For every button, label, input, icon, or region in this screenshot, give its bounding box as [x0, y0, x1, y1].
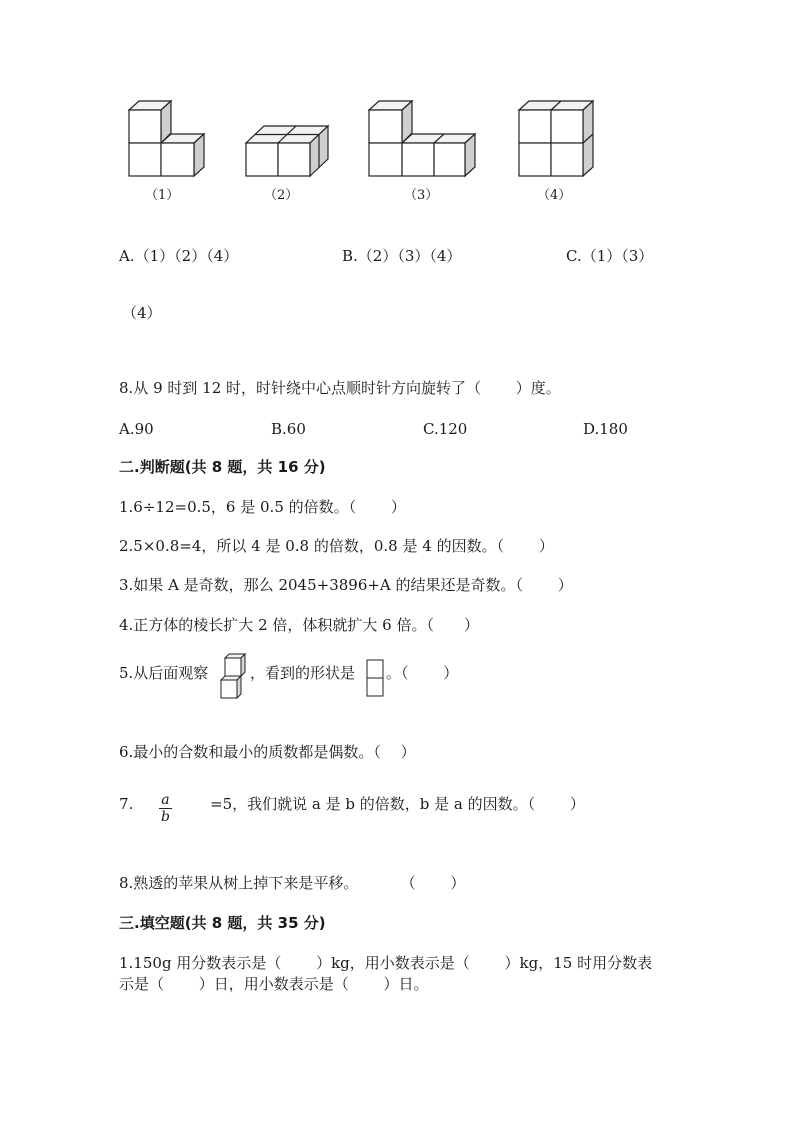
judge-item-8: 8.熟透的苹果从树上掉下来是平移。 （ ）: [119, 874, 466, 892]
q8-option-c[interactable]: C.120: [423, 420, 468, 438]
figure-label-4: （4）: [537, 188, 572, 203]
cube-figures: [120, 95, 490, 185]
judge-item-7-text: =5，我们就说 a 是 b 的倍数，b 是 a 的因数。（ ）: [210, 795, 585, 813]
fill-item-1-line-1: 1.150g 用分数表示是（ ）kg，用小数表示是（ ）kg，15 时用分数表: [119, 954, 653, 972]
judge-item-6: 6.最小的合数和最小的质数都是偶数。（ ）: [119, 743, 416, 761]
option-b[interactable]: B.（2）（3）（4）: [342, 247, 462, 265]
figure-label-2: （2）: [264, 188, 299, 203]
option-a[interactable]: A.（1）（2）（4）: [119, 247, 239, 265]
judge-item-2: 2.5×0.8=4，所以 4 是 0.8 的倍数，0.8 是 4 的因数。（ ）: [119, 537, 554, 555]
fraction-numerator: a: [159, 792, 172, 809]
judge-item-5-part-c: 。（ ）: [386, 664, 459, 682]
figure-1: [129, 101, 204, 176]
figure-label-3: （3）: [404, 188, 439, 203]
judge-item-3: 3.如果 A 是奇数，那么 2045+3896+A 的结果还是奇数。（ ）: [119, 576, 573, 594]
q8-option-b[interactable]: B.60: [271, 420, 306, 438]
judge-item-5-part-a: 5.从后面观察: [119, 664, 209, 682]
q8-option-a[interactable]: A.90: [119, 420, 154, 438]
q8-option-d[interactable]: D.180: [583, 420, 628, 438]
section-2-title: 二.判断题(共 8 题，共 16 分): [119, 458, 326, 476]
option-c[interactable]: C.（1）（3）: [566, 247, 654, 265]
figure-4: [510, 95, 600, 185]
question-8-stem: 8.从 9 时到 12 时，时针绕中心点顺时针方向旋转了（ ）度。: [119, 379, 561, 397]
fill-item-1-line-2: 示是（ ）日，用小数表示是（ ）日。: [119, 975, 429, 993]
fraction-denominator: b: [161, 809, 170, 825]
figure-2: [246, 126, 328, 176]
section-3-title: 三.填空题(共 8 题，共 35 分): [119, 914, 326, 932]
fraction-a-over-b: [159, 792, 172, 825]
stacked-cubes-icon: [218, 653, 248, 699]
judge-item-5-part-b: ，看到的形状是: [250, 664, 356, 682]
figure-3: [369, 101, 475, 176]
judge-item-4: 4.正方体的棱长扩大 2 倍，体积就扩大 6 倍。（ ）: [119, 616, 479, 634]
option-c-continued: （4）: [122, 304, 162, 322]
figure-label-1: （1）: [145, 188, 180, 203]
judge-item-1: 1.6÷12=0.5，6 是 0.5 的倍数。（ ）: [119, 498, 406, 516]
answer-shape-icon: [366, 659, 384, 697]
judge-item-7-number: 7.: [119, 795, 134, 813]
